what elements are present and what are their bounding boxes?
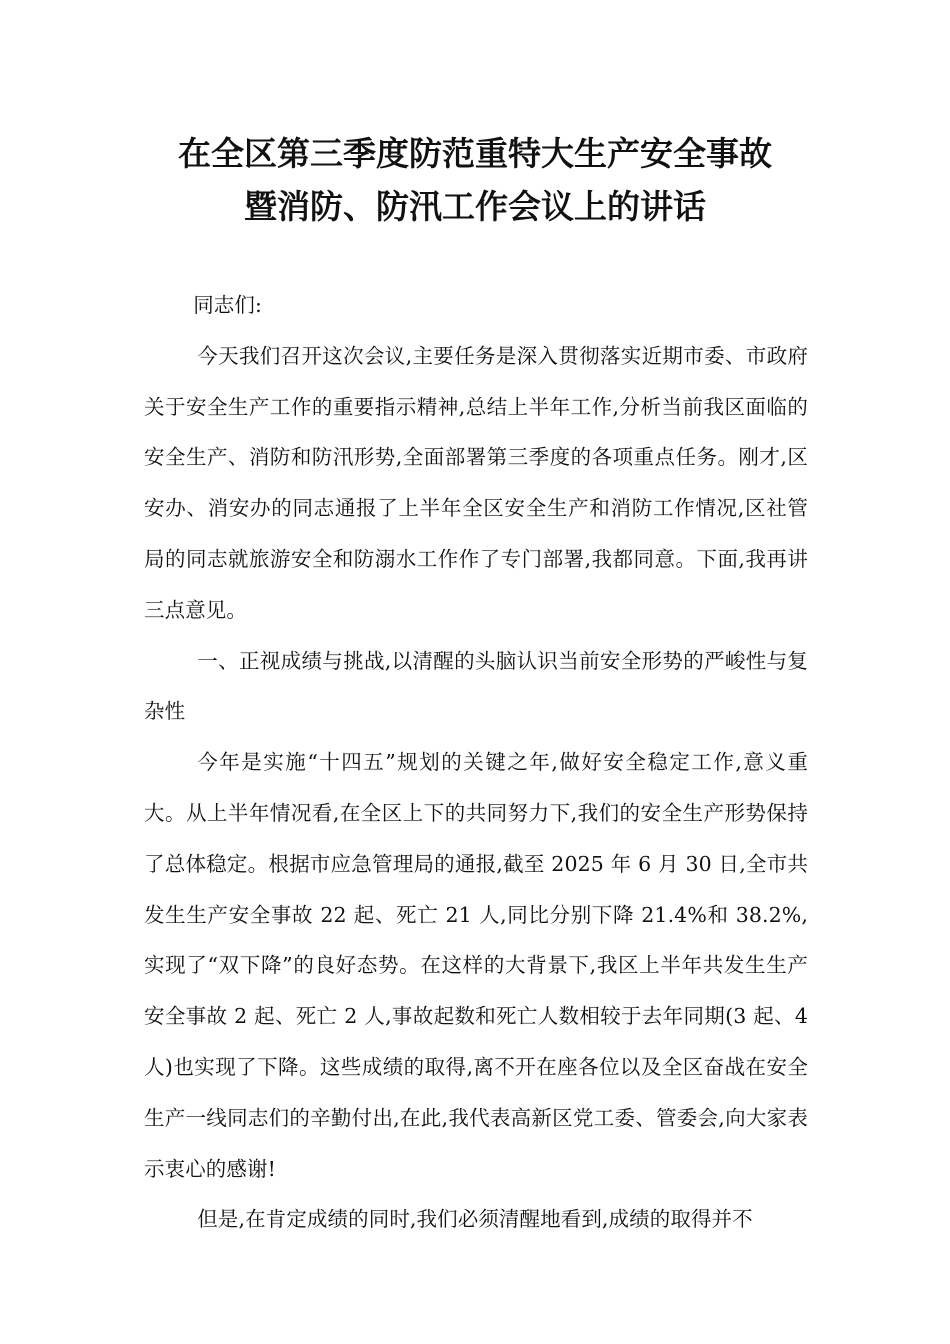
section-heading-1: 一、正视成绩与挑战,以清醒的头脑认识当前安全形势的严峻性与复杂性 — [144, 648, 808, 724]
paragraph-intro: 今天我们召开这次会议,主要任务是深入贯彻落实近期市委、市政府关于安全生产工作的重要指示精神,总结上半年工作,分析当前我区面临的安全生产、消防和防汛形势,全面部署第三季度的各项重点任务。刚才,区安办、消安办的同志通报了上半年全区安全生产和消防工作情况,区社管局的同志就旅游安全和防溺水工作作了专门部署,我都同意。下面,我再讲三点意见。 — [144, 343, 808, 622]
paragraph-achievements: 今年是实施“十四五”规划的关键之年,做好安全稳定工作,意义重大。从上半年情况看,在全区上下的共同努力下,我们的安全生产形势保持了总体稳定。根据市应急管理局的通报,截至 2025 年 6 月 30 日,全市共发生生产安全事故 22 起、死亡 21 人,同比分别下降 21.4%和 38.2%,实现了“双下降”的良好态势。在这样的大背景下,我区上半年共发生生产安全事故 2 起、死亡 2 人,事故起数和死亡人数相较于去年同期(3 起、4 人)也实现了下降。这些成绩的取得,离不开在座各位以及全区奋战在安全生产一线同志们的辛勤付出,在此,我代表高新区党工委、管委会,向大家表示衷心的感谢! — [144, 750, 808, 1181]
salutation: 同志们: — [193, 293, 262, 317]
document-body — [144, 280, 808, 1245]
document-title-line-2: 暨消防、防汛工作会议上的讲话 — [244, 187, 706, 226]
paragraph-challenges: 但是,在肯定成绩的同时,我们必须清醒地看到,成绩的取得并不 — [197, 1207, 753, 1232]
document-title-line-1: 在全区第三季度防范重特大生产安全事故 — [178, 134, 772, 173]
